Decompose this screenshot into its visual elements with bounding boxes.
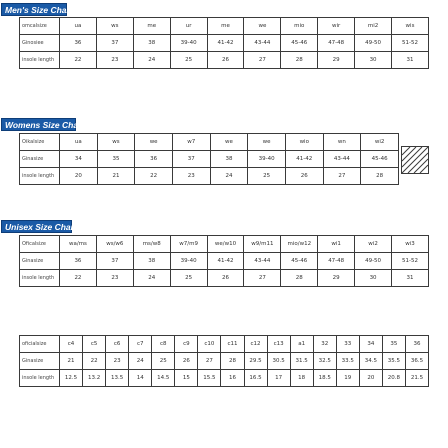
table-cell: w9/m11 [244, 236, 281, 253]
table-cell: c9 [175, 336, 198, 353]
table-cell: 34 [60, 151, 98, 168]
table-cell: ws [96, 18, 133, 35]
men-table-row [20, 52, 429, 69]
table-cell: 37 [96, 253, 133, 270]
women-size-table [19, 133, 399, 185]
table-cell: 26 [175, 353, 198, 370]
table-cell: 22 [60, 270, 97, 287]
kids-table-row [20, 336, 429, 353]
table-cell: 41-42 [285, 151, 323, 168]
table-cell: a1 [290, 336, 313, 353]
table-cell: 49-50 [355, 253, 392, 270]
men-section-title: Men's Size Chart [1, 3, 67, 16]
table-cell: 31 [392, 270, 429, 287]
table-cell: c8 [152, 336, 175, 353]
table-cell: 14 [129, 370, 152, 387]
table-cell: 16.5 [244, 370, 267, 387]
table-cell: 23 [96, 52, 133, 69]
row-header: Oikalsize [20, 134, 60, 151]
table-cell: me [133, 18, 170, 35]
table-cell: 29.5 [244, 353, 267, 370]
table-cell: 33.5 [336, 353, 359, 370]
table-cell: wis [392, 18, 429, 35]
table-cell: 38 [133, 35, 170, 52]
table-cell: c4 [60, 336, 83, 353]
table-cell: 12.5 [60, 370, 83, 387]
women-table-row [20, 134, 399, 151]
table-cell: 15 [175, 370, 198, 387]
table-cell: 47-48 [318, 35, 355, 52]
table-cell: c7 [129, 336, 152, 353]
unisex-table-row [20, 253, 429, 270]
table-cell: 36 [405, 336, 428, 353]
table-cell: 25 [248, 168, 286, 185]
table-cell: 36.5 [405, 353, 428, 370]
table-cell: 29 [318, 52, 355, 69]
table-cell: 23 [96, 270, 133, 287]
table-cell: 38 [133, 253, 170, 270]
table-cell: 30 [355, 52, 392, 69]
table-cell: 30.5 [267, 353, 290, 370]
table-cell: 45-46 [281, 253, 318, 270]
table-cell: 28 [281, 270, 318, 287]
table-cell: ws [97, 134, 135, 151]
table-cell: wi2 [355, 236, 392, 253]
table-cell: 41-42 [207, 253, 244, 270]
kids-table-row [20, 353, 429, 370]
table-cell: 37 [96, 35, 133, 52]
table-cell: 24 [133, 270, 170, 287]
table-cell: mi2 [355, 18, 392, 35]
table-cell: 26 [207, 52, 244, 69]
table-cell: 45-46 [281, 35, 318, 52]
table-cell: 25 [170, 52, 207, 69]
table-cell: wi1 [318, 236, 355, 253]
table-cell: 27 [323, 168, 361, 185]
table-cell: 32 [313, 336, 336, 353]
table-cell: 13.2 [83, 370, 106, 387]
table-cell: 45-46 [361, 151, 399, 168]
row-header: insole length [20, 370, 60, 387]
table-cell: we/w10 [207, 236, 244, 253]
table-cell: 35 [382, 336, 405, 353]
table-cell: 41-42 [207, 35, 244, 52]
table-cell: wio [285, 134, 323, 151]
table-cell: 34.5 [359, 353, 382, 370]
table-cell: 26 [285, 168, 323, 185]
table-cell: 22 [60, 52, 97, 69]
table-cell: we [244, 18, 281, 35]
table-cell: 20 [359, 370, 382, 387]
table-cell: c10 [198, 336, 221, 353]
table-cell: wi2 [361, 134, 399, 151]
men-size-table [19, 17, 429, 69]
table-cell: 21 [97, 168, 135, 185]
table-cell: 49-50 [355, 35, 392, 52]
table-cell: 20 [60, 168, 98, 185]
table-cell: 34 [359, 336, 382, 353]
table-cell: 30 [355, 270, 392, 287]
table-cell: wa/ms [60, 236, 97, 253]
table-cell: 28 [361, 168, 399, 185]
table-cell: 37 [172, 151, 210, 168]
table-cell: 39-40 [170, 253, 207, 270]
table-cell: 16 [221, 370, 244, 387]
table-cell: 18 [290, 370, 313, 387]
row-header: insole length [20, 270, 60, 287]
table-cell: c6 [106, 336, 129, 353]
table-cell: 47-48 [318, 253, 355, 270]
table-cell: 20.8 [382, 370, 405, 387]
row-header: oficialsize [20, 336, 60, 353]
unisex-size-table [19, 235, 429, 287]
men-table-row [20, 18, 429, 35]
table-cell: 21 [60, 353, 83, 370]
table-cell: c12 [244, 336, 267, 353]
unisex-table-row [20, 236, 429, 253]
row-header: Oficalsize [20, 236, 60, 253]
row-header: omcalsize [20, 18, 60, 35]
women-table-row [20, 151, 399, 168]
table-cell: mio/w12 [281, 236, 318, 253]
table-cell: wn [323, 134, 361, 151]
table-cell: ua [60, 134, 98, 151]
table-cell: ua [60, 18, 97, 35]
table-cell: 27 [198, 353, 221, 370]
table-cell: 36 [135, 151, 173, 168]
table-cell: ms/w8 [133, 236, 170, 253]
table-cell: w7/m9 [170, 236, 207, 253]
men-table-row [20, 35, 429, 52]
table-cell: ws/w6 [96, 236, 133, 253]
table-cell: we [135, 134, 173, 151]
row-header: insole length [20, 168, 60, 185]
kids-size-table [19, 335, 429, 387]
table-cell: 13.5 [106, 370, 129, 387]
table-cell: 19 [336, 370, 359, 387]
row-header: Ginasize [20, 151, 60, 168]
table-cell: 25 [170, 270, 207, 287]
table-cell: 31 [392, 52, 429, 69]
table-cell: w7 [172, 134, 210, 151]
table-cell: 26 [207, 270, 244, 287]
table-cell: we [248, 134, 286, 151]
table-cell: c13 [267, 336, 290, 353]
table-cell: 22 [135, 168, 173, 185]
table-cell: 27 [244, 52, 281, 69]
table-cell: 51-52 [392, 35, 429, 52]
table-cell: 17 [267, 370, 290, 387]
table-cell: 28 [281, 52, 318, 69]
table-cell: 28 [221, 353, 244, 370]
table-cell: 24 [129, 353, 152, 370]
nesting-box-icon [401, 146, 429, 174]
table-cell: 18.5 [313, 370, 336, 387]
row-header: Ginosiee [20, 35, 60, 52]
table-cell: 25 [152, 353, 175, 370]
row-header: insole length [20, 52, 60, 69]
table-cell: we [210, 134, 248, 151]
table-cell: ur [170, 18, 207, 35]
table-cell: c5 [83, 336, 106, 353]
table-cell: 24 [210, 168, 248, 185]
table-cell: 32.5 [313, 353, 336, 370]
table-cell: 27 [244, 270, 281, 287]
table-cell: me [207, 18, 244, 35]
unisex-table-row [20, 270, 429, 287]
row-header: Ginasize [20, 353, 60, 370]
row-header: Ginasize [20, 253, 60, 270]
table-cell: c11 [221, 336, 244, 353]
table-cell: 39-40 [248, 151, 286, 168]
table-cell: 35.5 [382, 353, 405, 370]
table-cell: wi3 [392, 236, 429, 253]
table-cell: 24 [133, 52, 170, 69]
table-cell: 22 [83, 353, 106, 370]
table-cell: 35 [97, 151, 135, 168]
kids-table-row [20, 370, 429, 387]
table-cell: 43-44 [244, 35, 281, 52]
table-cell: 36 [60, 35, 97, 52]
table-cell: mio [281, 18, 318, 35]
unisex-section-title: Unisex Size Chart [1, 220, 72, 233]
table-cell: 23 [106, 353, 129, 370]
table-cell: 14.5 [152, 370, 175, 387]
table-cell: 29 [318, 270, 355, 287]
table-cell: 38 [210, 151, 248, 168]
table-cell: 39-40 [170, 35, 207, 52]
table-cell: 43-44 [323, 151, 361, 168]
table-cell: 36 [60, 253, 97, 270]
table-cell: 31.5 [290, 353, 313, 370]
table-cell: 21.5 [405, 370, 428, 387]
table-cell: 51-52 [392, 253, 429, 270]
table-cell: 33 [336, 336, 359, 353]
table-cell: 23 [172, 168, 210, 185]
table-cell: 15.5 [198, 370, 221, 387]
table-cell: 43-44 [244, 253, 281, 270]
table-cell: wir [318, 18, 355, 35]
women-section-title: Womens Size Chart [1, 118, 76, 131]
women-table-row [20, 168, 399, 185]
